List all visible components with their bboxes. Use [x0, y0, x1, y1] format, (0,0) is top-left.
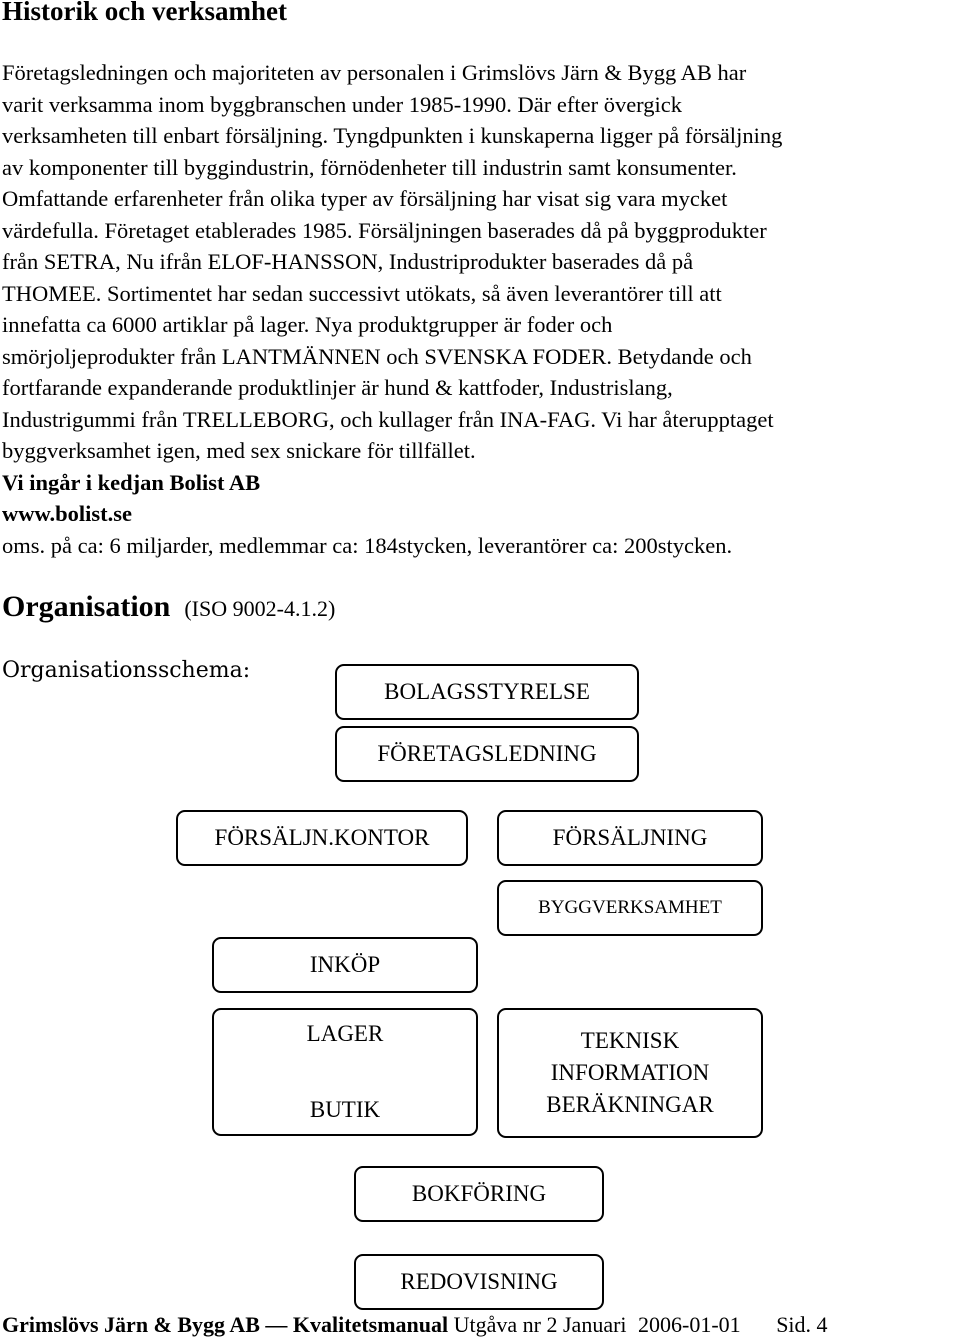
org-box-bokforing [354, 1166, 604, 1222]
stats-line: oms. på ca: 6 miljarder, medlemmar ca: 184stycken, leverantörer ca: 200stycken. [2, 532, 733, 558]
schema-label: Organisationsschema: [2, 658, 251, 683]
text-line: Industrigummi från TRELLEBORG, och kullager från INA-FAG. Vi har återupptaget [2, 406, 774, 432]
text-line: smörjoljeprodukter från LANTMÄNNEN och SVENSKA FODER. Betydande och [2, 343, 752, 369]
footer-page: Sid. 4 [776, 1312, 828, 1337]
footer-date: 2006-01-01 [638, 1312, 741, 1337]
org-box-forsaljn-kontor [176, 810, 468, 866]
org-box-label: BUTIK [309, 1097, 381, 1122]
org-box-forsaljning [497, 810, 763, 866]
org-box-byggverksamhet [497, 880, 763, 936]
text-line: Företagsledningen och majoriteten av personalen i Grimslövs Järn & Bygg AB har [2, 60, 747, 85]
org-box-label: INKÖP [309, 952, 381, 977]
org-box-label: LAGER [306, 1021, 384, 1046]
text-line: THOMEE. Sortimentet har sedan successivt utökats, så även leverantörer till att [2, 280, 722, 306]
org-box-label: FÖRSÄLJNING [552, 825, 708, 850]
text-line: innefatta ca 6000 artiklar på lager. Nya produktgrupper är foder och [2, 312, 613, 337]
org-box-label: BYGGVERKSAMHET [538, 897, 722, 918]
text-line: verksamheten till enbart försäljning. Tyngdpunkten i kunskaperna ligger på försäljning [2, 123, 783, 148]
footer-edition: Utgåva nr 2 Januari [453, 1312, 627, 1337]
text-line: fortfarande expanderande produktlinjer är hund & kattfoder, Industrislang, [2, 375, 673, 400]
org-box-label: BOLAGSSTYRELSE [384, 679, 590, 704]
org-box-inkop [212, 937, 478, 993]
iso-reference: (ISO 9002-4.1.2) [184, 596, 336, 621]
org-box-label: REDOVISNING [400, 1269, 558, 1294]
org-box-lager-butik [212, 1008, 478, 1136]
org-box-redovisning [354, 1254, 604, 1310]
org-box-bolagsstyrelse [335, 664, 639, 720]
text-line: från SETRA, Nu ifrån ELOF-HANSSON, Industriprodukter baserades då på [2, 249, 694, 274]
page-footer [2, 1312, 828, 1338]
text-line: Omfattande erfarenheter från olika typer av försäljning har visat sig vara mycket [2, 186, 728, 211]
chain-membership: Vi ingår i kedjan Bolist AB [2, 469, 261, 495]
text-line: av komponenter till byggindustrin, förnödenheter till industrin samt konsumenter. [2, 154, 737, 180]
page-heading: Historik och verksamhet [2, 0, 287, 26]
org-box-label: TEKNISK [580, 1028, 680, 1053]
organisation-heading [2, 590, 335, 624]
text-line: byggverksamhet igen, med sex snickare för tillfället. [2, 438, 476, 463]
history-text [2, 57, 957, 561]
org-box-teknisk [497, 1008, 763, 1138]
org-box-label: BERÄKNINGAR [546, 1092, 714, 1117]
organisation-title: Organisation [2, 590, 171, 623]
website-link[interactable]: www.bolist.se [2, 501, 133, 526]
org-box-foretagsledning [335, 726, 639, 782]
text-line: varit verksamma inom byggbranschen under 1985-1990. Där efter övergick [2, 91, 682, 117]
footer-dash: — [265, 1312, 288, 1337]
org-box-label: BOKFÖRING [411, 1181, 547, 1206]
footer-company: Grimslövs Järn & Bygg AB [2, 1312, 260, 1337]
org-box-label: FÖRSÄLJN.KONTOR [214, 825, 430, 850]
org-box-label: FÖRETAGSLEDNING [377, 741, 597, 766]
footer-manual: Kvalitetsmanual [292, 1312, 449, 1337]
org-box-label: INFORMATION [550, 1060, 710, 1085]
text-line: värdefulla. Företaget etablerades 1985. Försäljningen baserades då på byggprodukter [2, 217, 767, 243]
